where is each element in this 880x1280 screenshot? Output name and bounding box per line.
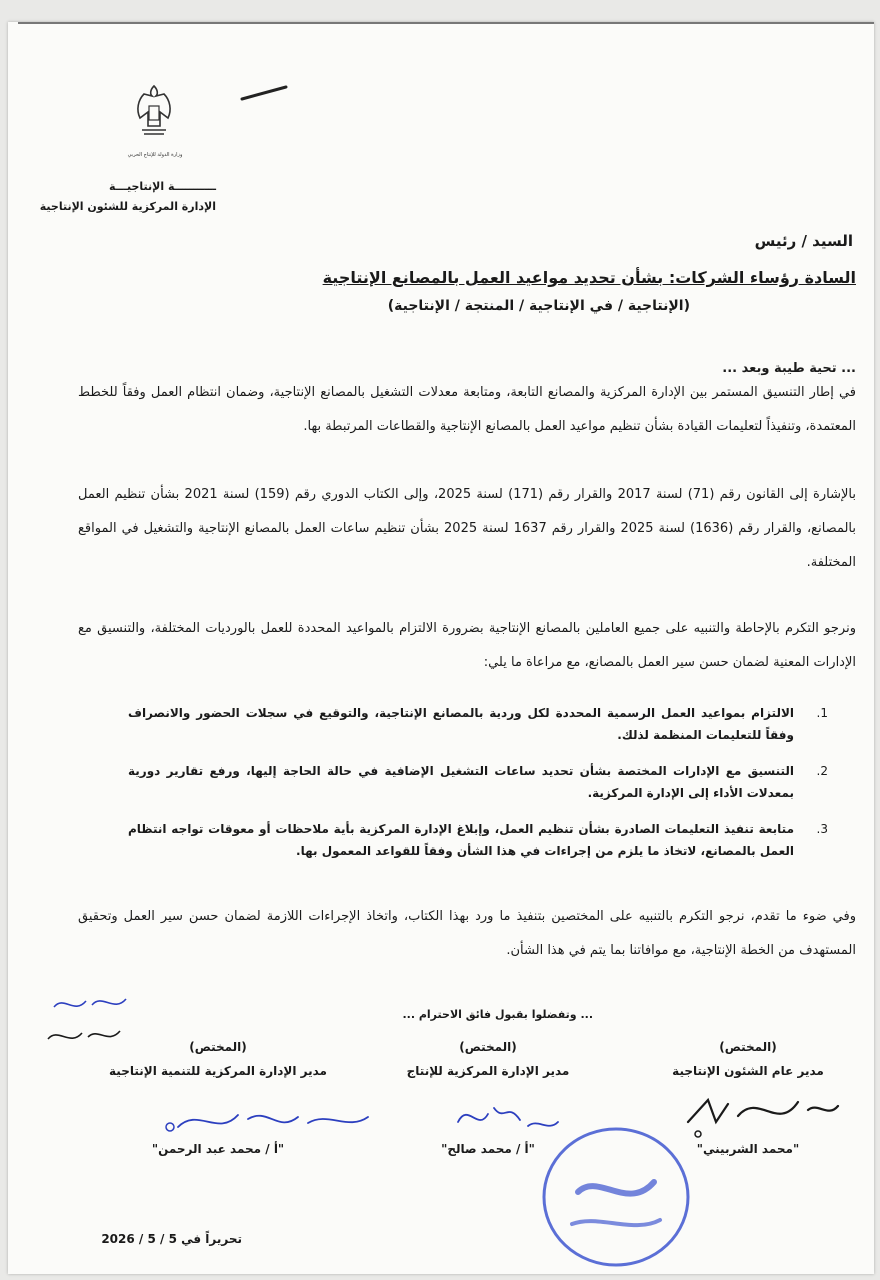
list-number: 3. (816, 822, 828, 836)
list-number: 2. (816, 764, 828, 778)
list-text: الالتزام بمواعيد العمل الرسمية المحددة لكل وردية بالمصانع الإنتاجية، والتوقيع في سجلات الحضور والانصراف وفقاً للتعليمات المنظمة لذلك. (128, 706, 794, 742)
list-item (128, 760, 828, 804)
signature-title: مدير الإدارة المركزية للتنمية الإنتاجية (109, 1064, 327, 1078)
header-department-line: ـــــــــــة الإنتاجيـــة (109, 180, 216, 193)
signature-title: مدير الإدارة المركزية للإنتاج (406, 1064, 570, 1078)
subject-subline: (الإنتاجية / في الإنتاجية / المنتجة / الإنتاجية) (387, 298, 690, 314)
signature-header: (المختص) (719, 1040, 777, 1054)
handwritten-signature-1 (668, 1082, 848, 1142)
subject-line: السادة رؤساء الشركات: بشأن تحديد مواعيد العمل بالمصانع الإنتاجية (322, 268, 856, 287)
scan-top-edge (18, 22, 874, 24)
list-number: 1. (816, 706, 828, 720)
greeting: ... تحية طيبة وبعد ... (722, 361, 856, 376)
document-date: تحريراً في 5 / 5 / 2026 (101, 1232, 242, 1246)
addressee: السيد / رئيس (754, 232, 853, 250)
paragraph-final: وفي ضوء ما تقدم، نرجو التكرم بالتنبيه على المختصين بتنفيذ ما ورد بهذا الكتاب، واتخاذ الإجراءات اللازمة لضمان حسن سير العمل وتحقيق المستهدف من الخطة الإنتاجية، مع موافاتنا بما يتم في هذا الشأن. (78, 909, 856, 958)
signature-header: (المختص) (459, 1040, 517, 1054)
paragraph-3: ونرجو التكرم بالإحاطة والتنبيه على جميع العاملين بالمصانع الإنتاجية بضرورة الالتزام بالمواعيد المحددة للعمل بالورديات المختلفة، والتنسيق مع الإدارات المعنية لضمان حسن سير العمل بالمصانع، مع مراعاة ما يلي: (78, 621, 856, 670)
paragraph-2: بالإشارة إلى القانون رقم (71) لسنة 2017 والقرار رقم (171) لسنة 2025، وإلى الكتاب الدوري رقم (159) لسنة 2021 بشأن تنظيم العمل بالمصانع، والقرار رقم (1636) لسنة 2025 والقرار رقم 1637 لسنة 2025 بشأن تنظيم ساعات العمل بالمصانع الإنتاجية والتشغيل في المواقع المختلفة. (78, 487, 857, 570)
header-central-admin-line: الإدارة المركزية للشئون الإنتاجية (39, 200, 216, 213)
handwritten-margin-note (44, 987, 134, 1062)
document-page (8, 22, 874, 1274)
paragraph-1: في إطار التنسيق المستمر بين الإدارة المركزية والمصانع التابعة، ومتابعة معدلات التشغيل بالمصانع الإنتاجية، وضمان انتظام العمل وفقاً للخطط المعتمدة، وتنفيذاً لتعليمات القيادة بشأن تنظيم مواعيد العمل بالمصانع الإنتاجية والقطاعات المرتبطة بها. (78, 385, 856, 434)
signature-name: "أ / محمد صالح" (441, 1142, 535, 1156)
pen-scribble (240, 82, 290, 102)
official-stamp-icon (538, 1122, 694, 1272)
list-text: التنسيق مع الإدارات المختصة بشأن تحديد ساعات التشغيل الإضافية في حالة الحاجة إليها، ورفع تقارير دورية بمعدلات الأداء إلى الإدارة المركزية. (128, 764, 794, 800)
signature-header: (المختص) (189, 1040, 247, 1054)
signature-name: "أ / محمد عبد الرحمن" (151, 1142, 285, 1156)
list-text: متابعة تنفيذ التعليمات الصادرة بشأن تنظيم العمل، وإبلاغ الإدارة المركزية بأية ملاحظات أو معوقات تواجه انتظام العمل بالمصانع، لاتخاذ ما يلزم من إجراءات في هذا الشأن وفقاً للقواعد المعمول بها. (128, 822, 794, 858)
ministry-small-text: وزارة الدولة للإنتاج الحربي (127, 152, 183, 158)
list-item (128, 818, 828, 862)
numbered-list (128, 702, 828, 876)
signature-title: مدير عام الشئون الإنتاجية (672, 1064, 824, 1078)
eagle-emblem-icon (130, 82, 178, 142)
list-item (128, 702, 828, 746)
closing-line: ... وتفضلوا بقبول فائق الاحترام ... (402, 1008, 593, 1021)
signature-name: "محمد الشربيني" (696, 1142, 800, 1156)
handwritten-signature-3 (158, 1097, 378, 1147)
